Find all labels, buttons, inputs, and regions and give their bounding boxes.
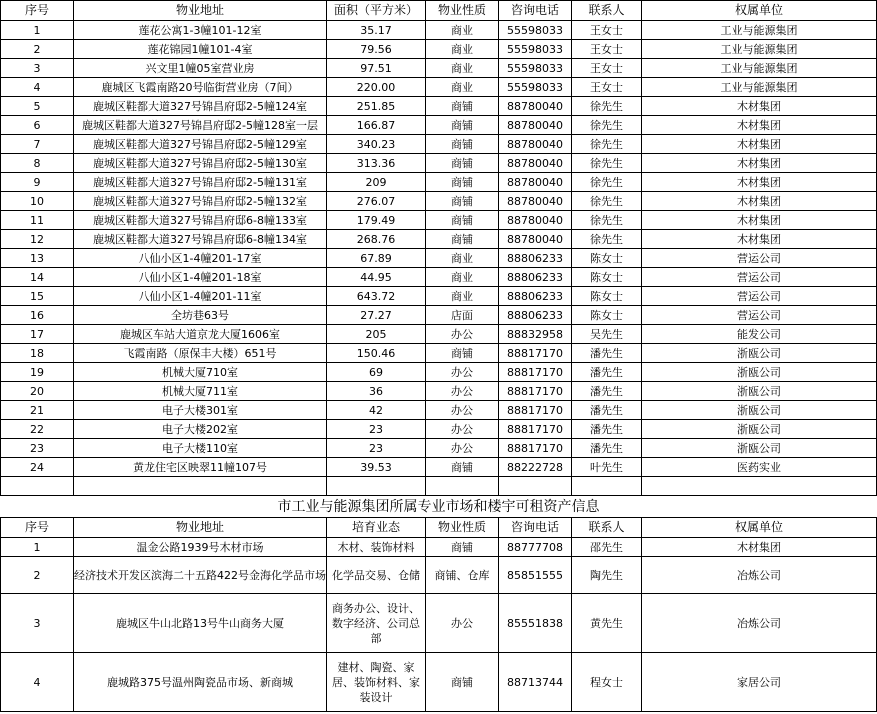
empty-cell (572, 477, 642, 496)
serial-number-cell: 24 (1, 458, 74, 477)
contact-cell: 徐先生 (572, 211, 642, 230)
contact-cell: 陶先生 (572, 557, 642, 594)
contact-cell: 吴先生 (572, 325, 642, 344)
owner-cell: 能发公司 (642, 325, 877, 344)
serial-number-cell: 2 (1, 557, 74, 594)
owner-cell: 木材集团 (642, 192, 877, 211)
table-row (1, 59, 877, 78)
serial-number-cell: 14 (1, 268, 74, 287)
contact-cell: 潘先生 (572, 439, 642, 458)
area-cell: 69 (327, 363, 426, 382)
serial-number-cell: 21 (1, 401, 74, 420)
property-type-cell: 办公 (426, 363, 499, 382)
property-type-cell: 商铺 (426, 458, 499, 477)
owner-cell: 木材集团 (642, 154, 877, 173)
phone-cell: 88817170 (499, 401, 572, 420)
owner-cell: 浙瓯公司 (642, 420, 877, 439)
contact-cell: 徐先生 (572, 154, 642, 173)
serial-number-cell: 15 (1, 287, 74, 306)
property-type-cell: 商业 (426, 249, 499, 268)
contact-cell: 王女士 (572, 59, 642, 78)
property-type-cell: 商铺 (426, 344, 499, 363)
area-cell: 313.36 (327, 154, 426, 173)
area-cell: 643.72 (327, 287, 426, 306)
contact-cell: 潘先生 (572, 401, 642, 420)
owner-cell: 冶炼公司 (642, 594, 877, 653)
phone-cell: 88817170 (499, 439, 572, 458)
phone-cell: 88806233 (499, 306, 572, 325)
owner-cell: 木材集团 (642, 97, 877, 116)
address-cell: 电子大楼202室 (74, 420, 327, 439)
owner-cell: 木材集团 (642, 230, 877, 249)
address-cell: 鹿城区鞋都大道327号锦昌府邸2-5幢130室 (74, 154, 327, 173)
area-cell: 35.17 (327, 21, 426, 40)
contact-cell: 王女士 (572, 40, 642, 59)
address-cell: 鹿城区车站大道京龙大厦1606室 (74, 325, 327, 344)
serial-number-cell: 23 (1, 439, 74, 458)
table-row (1, 594, 877, 653)
contact-cell: 王女士 (572, 21, 642, 40)
phone-cell: 88713744 (499, 653, 572, 712)
owner-cell: 营运公司 (642, 306, 877, 325)
contact-cell: 潘先生 (572, 382, 642, 401)
empty-row (1, 477, 877, 496)
phone-cell: 55598033 (499, 21, 572, 40)
contact-cell: 徐先生 (572, 192, 642, 211)
owner-cell: 冶炼公司 (642, 557, 877, 594)
serial-number-cell: 1 (1, 538, 74, 557)
phone-cell: 88780040 (499, 97, 572, 116)
area-cell: 23 (327, 420, 426, 439)
serial-number-cell: 19 (1, 363, 74, 382)
phone-cell: 88780040 (499, 154, 572, 173)
property-type-cell: 商铺 (426, 154, 499, 173)
area-cell: 166.87 (327, 116, 426, 135)
serial-number-cell: 5 (1, 97, 74, 116)
address-cell: 鹿城区鞋都大道327号锦昌府邸2-5幢132室 (74, 192, 327, 211)
area-cell: 27.27 (327, 306, 426, 325)
owner-cell: 营运公司 (642, 249, 877, 268)
phone-cell: 88817170 (499, 420, 572, 439)
serial-number-cell: 20 (1, 382, 74, 401)
phone-cell: 85551838 (499, 594, 572, 653)
column-header: 权属单位 (642, 1, 877, 21)
section-title: 市工业与能源集团所属专业市场和楼宇可租资产信息 (1, 497, 877, 518)
table-row (1, 458, 877, 477)
address-cell: 八仙小区1-4幢201-17室 (74, 249, 327, 268)
owner-cell: 浙瓯公司 (642, 401, 877, 420)
address-cell: 机械大厦711室 (74, 382, 327, 401)
area-cell: 23 (327, 439, 426, 458)
area-cell: 205 (327, 325, 426, 344)
area-cell: 97.51 (327, 59, 426, 78)
phone-cell: 55598033 (499, 78, 572, 97)
table-row (1, 230, 877, 249)
table-row (1, 173, 877, 192)
area-cell: 67.89 (327, 249, 426, 268)
area-cell: 44.95 (327, 268, 426, 287)
phone-cell: 88780040 (499, 230, 572, 249)
phone-cell: 88832958 (499, 325, 572, 344)
address-cell: 全坊巷63号 (74, 306, 327, 325)
serial-number-cell: 1 (1, 21, 74, 40)
table-row (1, 78, 877, 97)
table-row (1, 268, 877, 287)
address-cell: 莲花锦园1幢101-4室 (74, 40, 327, 59)
table-row (1, 557, 877, 594)
owner-cell: 家居公司 (642, 653, 877, 712)
serial-number-cell: 8 (1, 154, 74, 173)
table-row (1, 344, 877, 363)
owner-cell: 木材集团 (642, 538, 877, 557)
business-format-cell: 建材、陶瓷、家居、装饰材料、家装设计 (327, 653, 426, 712)
address-cell: 黄龙住宅区映翠11幢107号 (74, 458, 327, 477)
phone-cell: 88817170 (499, 344, 572, 363)
contact-cell: 潘先生 (572, 344, 642, 363)
phone-cell: 88780040 (499, 135, 572, 154)
serial-number-cell: 18 (1, 344, 74, 363)
column-header: 序号 (1, 1, 74, 21)
serial-number-cell: 9 (1, 173, 74, 192)
owner-cell: 木材集团 (642, 211, 877, 230)
owner-cell: 木材集团 (642, 116, 877, 135)
owner-cell: 工业与能源集团 (642, 59, 877, 78)
address-cell: 温金公路1939号木材市场 (74, 538, 327, 557)
business-format-cell: 化学品交易、仓储 (327, 557, 426, 594)
serial-number-cell: 4 (1, 653, 74, 712)
area-cell: 179.49 (327, 211, 426, 230)
header-row (1, 1, 877, 21)
address-cell: 鹿城区鞋都大道327号锦昌府邸6-8幢134室 (74, 230, 327, 249)
serial-number-cell: 2 (1, 40, 74, 59)
table-row (1, 154, 877, 173)
table-row (1, 249, 877, 268)
phone-cell: 88806233 (499, 249, 572, 268)
area-cell: 340.23 (327, 135, 426, 154)
contact-cell: 潘先生 (572, 420, 642, 439)
owner-cell: 浙瓯公司 (642, 382, 877, 401)
serial-number-cell: 6 (1, 116, 74, 135)
property-type-cell: 办公 (426, 439, 499, 458)
address-cell: 机械大厦710室 (74, 363, 327, 382)
area-cell: 220.00 (327, 78, 426, 97)
phone-cell: 88780040 (499, 192, 572, 211)
table-row (1, 538, 877, 557)
address-cell: 电子大楼301室 (74, 401, 327, 420)
column-header: 序号 (1, 518, 74, 538)
contact-cell: 潘先生 (572, 363, 642, 382)
empty-cell (426, 477, 499, 496)
serial-number-cell: 11 (1, 211, 74, 230)
table-row (1, 439, 877, 458)
contact-cell: 陈女士 (572, 287, 642, 306)
owner-cell: 木材集团 (642, 135, 877, 154)
area-cell: 39.53 (327, 458, 426, 477)
area-cell: 42 (327, 401, 426, 420)
address-cell: 鹿城区鞋都大道327号锦昌府邸2-5幢131室 (74, 173, 327, 192)
owner-cell: 工业与能源集团 (642, 78, 877, 97)
serial-number-cell: 4 (1, 78, 74, 97)
empty-cell (327, 477, 426, 496)
empty-cell (642, 477, 877, 496)
contact-cell: 徐先生 (572, 173, 642, 192)
column-header: 咨询电话 (499, 518, 572, 538)
area-cell: 79.56 (327, 40, 426, 59)
serial-number-cell: 12 (1, 230, 74, 249)
phone-cell: 55598033 (499, 40, 572, 59)
serial-number-cell: 3 (1, 594, 74, 653)
column-header: 咨询电话 (499, 1, 572, 21)
owner-cell: 浙瓯公司 (642, 439, 877, 458)
table-row (1, 382, 877, 401)
empty-cell (499, 477, 572, 496)
table-row (1, 401, 877, 420)
contact-cell: 黄先生 (572, 594, 642, 653)
empty-cell (1, 477, 74, 496)
property-type-cell: 商业 (426, 78, 499, 97)
column-header: 物业性质 (426, 518, 499, 538)
address-cell: 八仙小区1-4幢201-18室 (74, 268, 327, 287)
address-cell: 鹿城区鞋都大道327号锦昌府邸2-5幢124室 (74, 97, 327, 116)
serial-number-cell: 7 (1, 135, 74, 154)
table-row (1, 135, 877, 154)
property-type-cell: 商铺 (426, 230, 499, 249)
property-type-cell: 商铺 (426, 173, 499, 192)
phone-cell: 88817170 (499, 382, 572, 401)
area-cell: 276.07 (327, 192, 426, 211)
address-cell: 鹿城区鞋都大道327号锦昌府邸2-5幢129室 (74, 135, 327, 154)
table-row (1, 363, 877, 382)
address-cell: 鹿城区鞋都大道327号锦昌府邸2-5幢128室一层 (74, 116, 327, 135)
property-type-cell: 商业 (426, 21, 499, 40)
column-header: 物业地址 (74, 518, 327, 538)
contact-cell: 陈女士 (572, 306, 642, 325)
property-type-cell: 商业 (426, 40, 499, 59)
property-type-cell: 商铺 (426, 135, 499, 154)
phone-cell: 88780040 (499, 211, 572, 230)
property-type-cell: 办公 (426, 401, 499, 420)
serial-number-cell: 17 (1, 325, 74, 344)
column-header: 培育业态 (327, 518, 426, 538)
serial-number-cell: 22 (1, 420, 74, 439)
owner-cell: 营运公司 (642, 287, 877, 306)
address-cell: 经济技术开发区滨海二十五路422号金海化学品市场 (74, 557, 327, 594)
table-row (1, 116, 877, 135)
table-row (1, 306, 877, 325)
area-cell: 251.85 (327, 97, 426, 116)
address-cell: 鹿城区飞霞南路20号临街营业房（7间） (74, 78, 327, 97)
contact-cell: 叶先生 (572, 458, 642, 477)
phone-cell: 88780040 (499, 173, 572, 192)
column-header: 联系人 (572, 1, 642, 21)
property-type-cell: 商铺 (426, 192, 499, 211)
contact-cell: 徐先生 (572, 135, 642, 154)
serial-number-cell: 16 (1, 306, 74, 325)
area-cell: 150.46 (327, 344, 426, 363)
table-row (1, 211, 877, 230)
property-type-cell: 办公 (426, 325, 499, 344)
address-cell: 莲花公寓1-3幢101-12室 (74, 21, 327, 40)
address-cell: 兴文里1幢05室营业房 (74, 59, 327, 78)
property-type-cell: 商业 (426, 59, 499, 78)
column-header: 物业性质 (426, 1, 499, 21)
table-row (1, 653, 877, 712)
property-type-cell: 商业 (426, 268, 499, 287)
phone-cell: 88780040 (499, 116, 572, 135)
column-header: 联系人 (572, 518, 642, 538)
phone-cell: 88817170 (499, 363, 572, 382)
section-title-row (1, 497, 877, 518)
area-cell: 268.76 (327, 230, 426, 249)
contact-cell: 程女士 (572, 653, 642, 712)
table-row (1, 325, 877, 344)
business-format-cell: 商务办公、设计、数字经济、公司总部 (327, 594, 426, 653)
header-row (1, 518, 877, 538)
phone-cell: 55598033 (499, 59, 572, 78)
table-row (1, 97, 877, 116)
owner-cell: 浙瓯公司 (642, 344, 877, 363)
address-cell: 鹿城区牛山北路13号牛山商务大厦 (74, 594, 327, 653)
column-header: 物业地址 (74, 1, 327, 21)
property-type-cell: 商铺 (426, 653, 499, 712)
owner-cell: 营运公司 (642, 268, 877, 287)
phone-cell: 88806233 (499, 268, 572, 287)
phone-cell: 88222728 (499, 458, 572, 477)
contact-cell: 徐先生 (572, 116, 642, 135)
property-type-cell: 商铺 (426, 211, 499, 230)
area-cell: 36 (327, 382, 426, 401)
property-type-cell: 办公 (426, 382, 499, 401)
address-cell: 鹿城区鞋都大道327号锦昌府邸6-8幢133室 (74, 211, 327, 230)
property-type-cell: 办公 (426, 420, 499, 439)
contact-cell: 王女士 (572, 78, 642, 97)
serial-number-cell: 3 (1, 59, 74, 78)
address-cell: 电子大楼110室 (74, 439, 327, 458)
table-row (1, 192, 877, 211)
table-row (1, 21, 877, 40)
business-format-cell: 木材、装饰材料 (327, 538, 426, 557)
property-type-cell: 商铺 (426, 116, 499, 135)
owner-cell: 浙瓯公司 (642, 363, 877, 382)
contact-cell: 徐先生 (572, 97, 642, 116)
phone-cell: 88806233 (499, 287, 572, 306)
contact-cell: 陈女士 (572, 249, 642, 268)
phone-cell: 85851555 (499, 557, 572, 594)
empty-cell (74, 477, 327, 496)
contact-cell: 邵先生 (572, 538, 642, 557)
table-row (1, 287, 877, 306)
owner-cell: 医药实业 (642, 458, 877, 477)
phone-cell: 88777708 (499, 538, 572, 557)
serial-number-cell: 10 (1, 192, 74, 211)
owner-cell: 工业与能源集团 (642, 21, 877, 40)
serial-number-cell: 13 (1, 249, 74, 268)
property-type-cell: 商铺、仓库 (426, 557, 499, 594)
property-type-cell: 店面 (426, 306, 499, 325)
property-type-cell: 办公 (426, 594, 499, 653)
owner-cell: 工业与能源集团 (642, 40, 877, 59)
address-cell: 鹿城路375号温州陶瓷品市场、新商城 (74, 653, 327, 712)
table-row (1, 40, 877, 59)
address-cell: 八仙小区1-4幢201-11室 (74, 287, 327, 306)
column-header: 面积（平方米） (327, 1, 426, 21)
column-header: 权属单位 (642, 518, 877, 538)
area-cell: 209 (327, 173, 426, 192)
property-type-cell: 商业 (426, 287, 499, 306)
contact-cell: 陈女士 (572, 268, 642, 287)
contact-cell: 徐先生 (572, 230, 642, 249)
owner-cell: 木材集团 (642, 173, 877, 192)
market-asset-table (0, 497, 877, 712)
property-type-cell: 商铺 (426, 538, 499, 557)
property-type-cell: 商铺 (426, 97, 499, 116)
address-cell: 飞霞南路（原保丰大楼）651号 (74, 344, 327, 363)
table-row (1, 420, 877, 439)
